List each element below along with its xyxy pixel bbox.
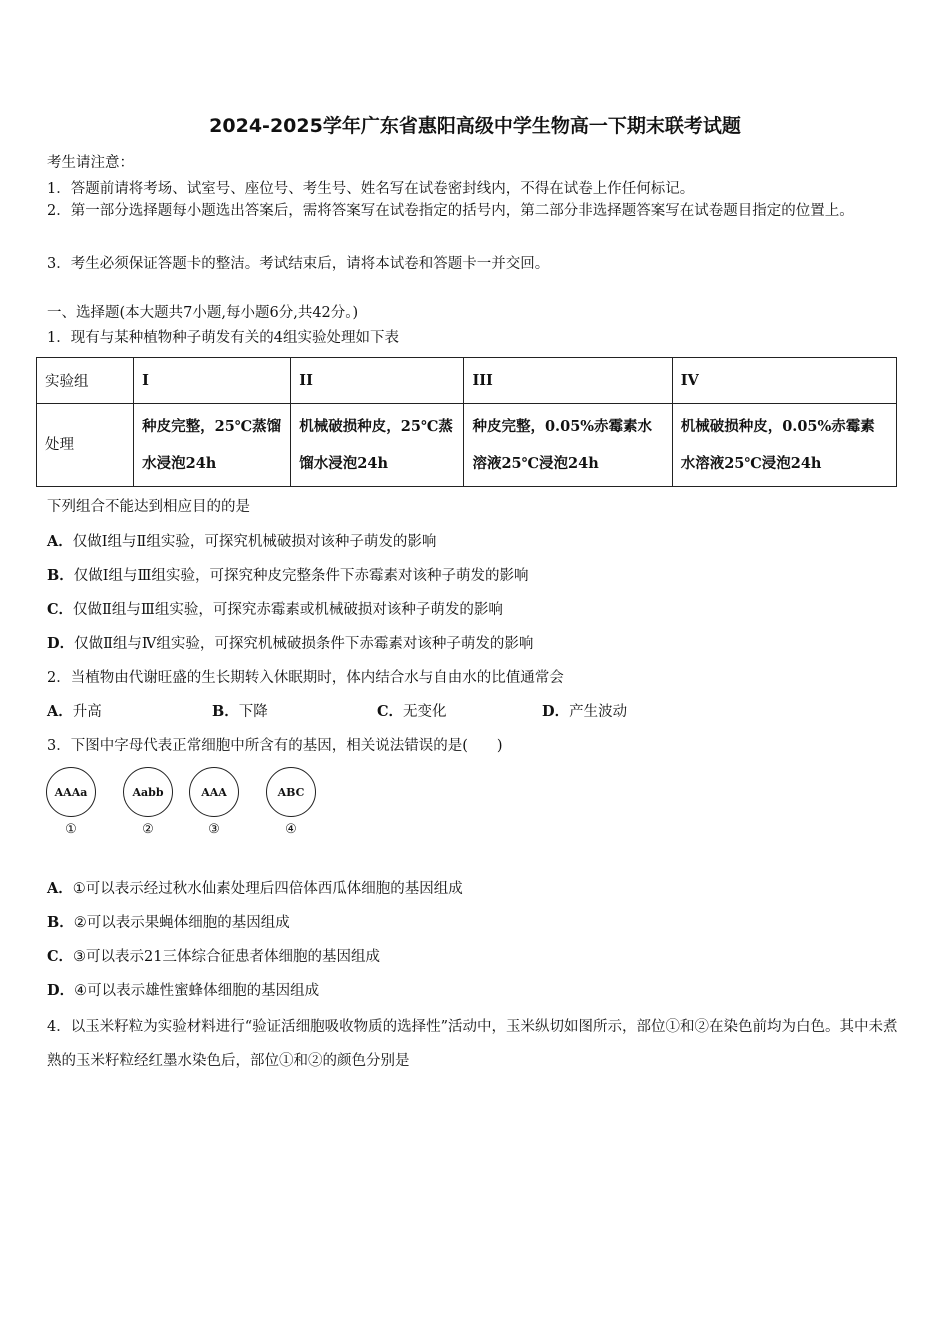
table-header-cell: II [291,358,464,404]
question-2-option-a [47,700,102,721]
cell-diagram [123,767,173,837]
cell-circle: AAA [189,767,239,817]
question-1-stem: 1．现有与某种植物种子萌发有关的4组实验处理如下表 [47,330,399,346]
table-header-row [37,358,897,404]
cell-circle: Aabb [123,767,173,817]
table-cell: 机械破损种皮，0.05%赤霉素水溶液25℃浸泡24h [672,404,896,487]
option-text: 无变化 [403,704,447,720]
option-label: C． [377,703,404,720]
option-label: B． [212,703,239,720]
option-label: A． [47,880,73,897]
table-cell: 处理 [37,404,134,487]
notice-item: 3．考生必须保证答题卡的整洁。考试结束后，请将本试卷和答题卡一并交回。 [47,256,550,272]
cell-circle: AAAa [46,767,96,817]
notice-item: 1．答题前请将考场、试室号、座位号、考生号、姓名写在试卷密封线内，不得在试卷上作任何标记。 [47,181,695,197]
option-label: A． [47,533,73,550]
cell-number: ④ [285,822,297,837]
table-cell: 种皮完整，25℃蒸馏水浸泡24h [134,404,291,487]
question-3-stem: 3．下图中字母代表正常细胞中所含有的基因，相关说法错误的是( ) [47,738,503,754]
question-1-option-a [47,530,436,551]
option-text: 升高 [72,704,102,720]
option-label: B． [47,567,74,584]
table-cell: 种皮完整，0.05%赤霉素水溶液25℃浸泡24h [464,404,672,487]
option-label: D． [542,703,570,720]
question-1-option-d [47,632,533,653]
table-cell: 机械破损种皮，25℃蒸馏水浸泡24h [291,404,464,487]
question-1-option-b [47,564,528,585]
question-4-stem: 4．以玉米籽粒为实验材料进行“验证活细胞吸收物质的选择性”活动中，玉米纵切如图所示，部位①和②在染色前均为白色。其中未煮熟的玉米籽粒经红墨水染色后，部位①和②的颜色分别是 [47,1019,898,1069]
option-text: 仅做Ⅰ组与Ⅱ组实验，可探究机械破损对该种子萌发的影响 [72,534,437,550]
option-text: ③可以表示21三体综合征患者体细胞的基因组成 [73,949,380,965]
option-text: 仅做Ⅱ组与Ⅳ组实验，可探究机械破损条件下赤霉素对该种子萌发的影响 [74,636,534,652]
option-text: ①可以表示经过秋水仙素处理后四倍体西瓜体细胞的基因组成 [72,881,463,897]
table-header-cell: IV [672,358,896,404]
question-3-option-c [47,945,380,966]
option-text: ②可以表示果蝇体细胞的基因组成 [73,915,290,931]
question-3-option-d [47,979,319,1000]
option-text: 产生波动 [569,704,628,720]
question-2-option-b [212,700,268,721]
table-header-cell: I [134,358,291,404]
option-label: D． [47,635,75,652]
table-header-cell: III [464,358,672,404]
notice-heading: 考生请注意： [47,155,134,171]
option-label: D． [47,982,75,999]
option-text: 仅做Ⅱ组与Ⅲ组实验，可探究赤霉素或机械破损对该种子萌发的影响 [73,602,503,618]
section-heading: 一、选择题(本大题共7小题,每小题6分,共42分。) [47,305,359,321]
question-1-option-c [47,598,503,619]
question-3-option-a [47,877,463,898]
table-header-cell: 实验组 [37,358,134,404]
cell-diagram [189,767,239,837]
table-row [37,404,897,487]
option-label: A． [47,703,73,720]
question-2-stem: 2．当植物由代谢旺盛的生长期转入休眠期时，体内结合水与自由水的比值通常会 [47,670,564,686]
cell-number: ① [65,822,77,837]
option-text: ④可以表示雄性蜜蜂体细胞的基因组成 [74,983,320,999]
question-2-option-c [377,700,447,721]
cell-number: ③ [208,822,220,837]
option-label: C． [47,948,74,965]
question-3-option-b [47,911,290,932]
cell-diagram [266,767,316,837]
page-title: 2024-2025学年广东省惠阳高级中学生物高一下期末联考试题 [209,115,741,137]
cell-diagram [46,767,96,837]
option-text: 下降 [238,704,268,720]
option-label: C． [47,601,74,618]
option-text: 仅做Ⅰ组与Ⅲ组实验，可探究种皮完整条件下赤霉素对该种子萌发的影响 [73,568,529,584]
experiment-table [36,357,897,487]
question-2-option-d [542,700,627,721]
notice-item: 2．第一部分选择题每小题选出答案后，需将答案写在试卷指定的括号内，第二部分非选择题答案写在试卷题目指定的位置上。 [47,203,854,219]
cell-circle: ABC [266,767,316,817]
question-1-prompt: 下列组合不能达到相应目的的是 [47,499,250,515]
cell-number: ② [142,822,154,837]
option-label: B． [47,914,74,931]
